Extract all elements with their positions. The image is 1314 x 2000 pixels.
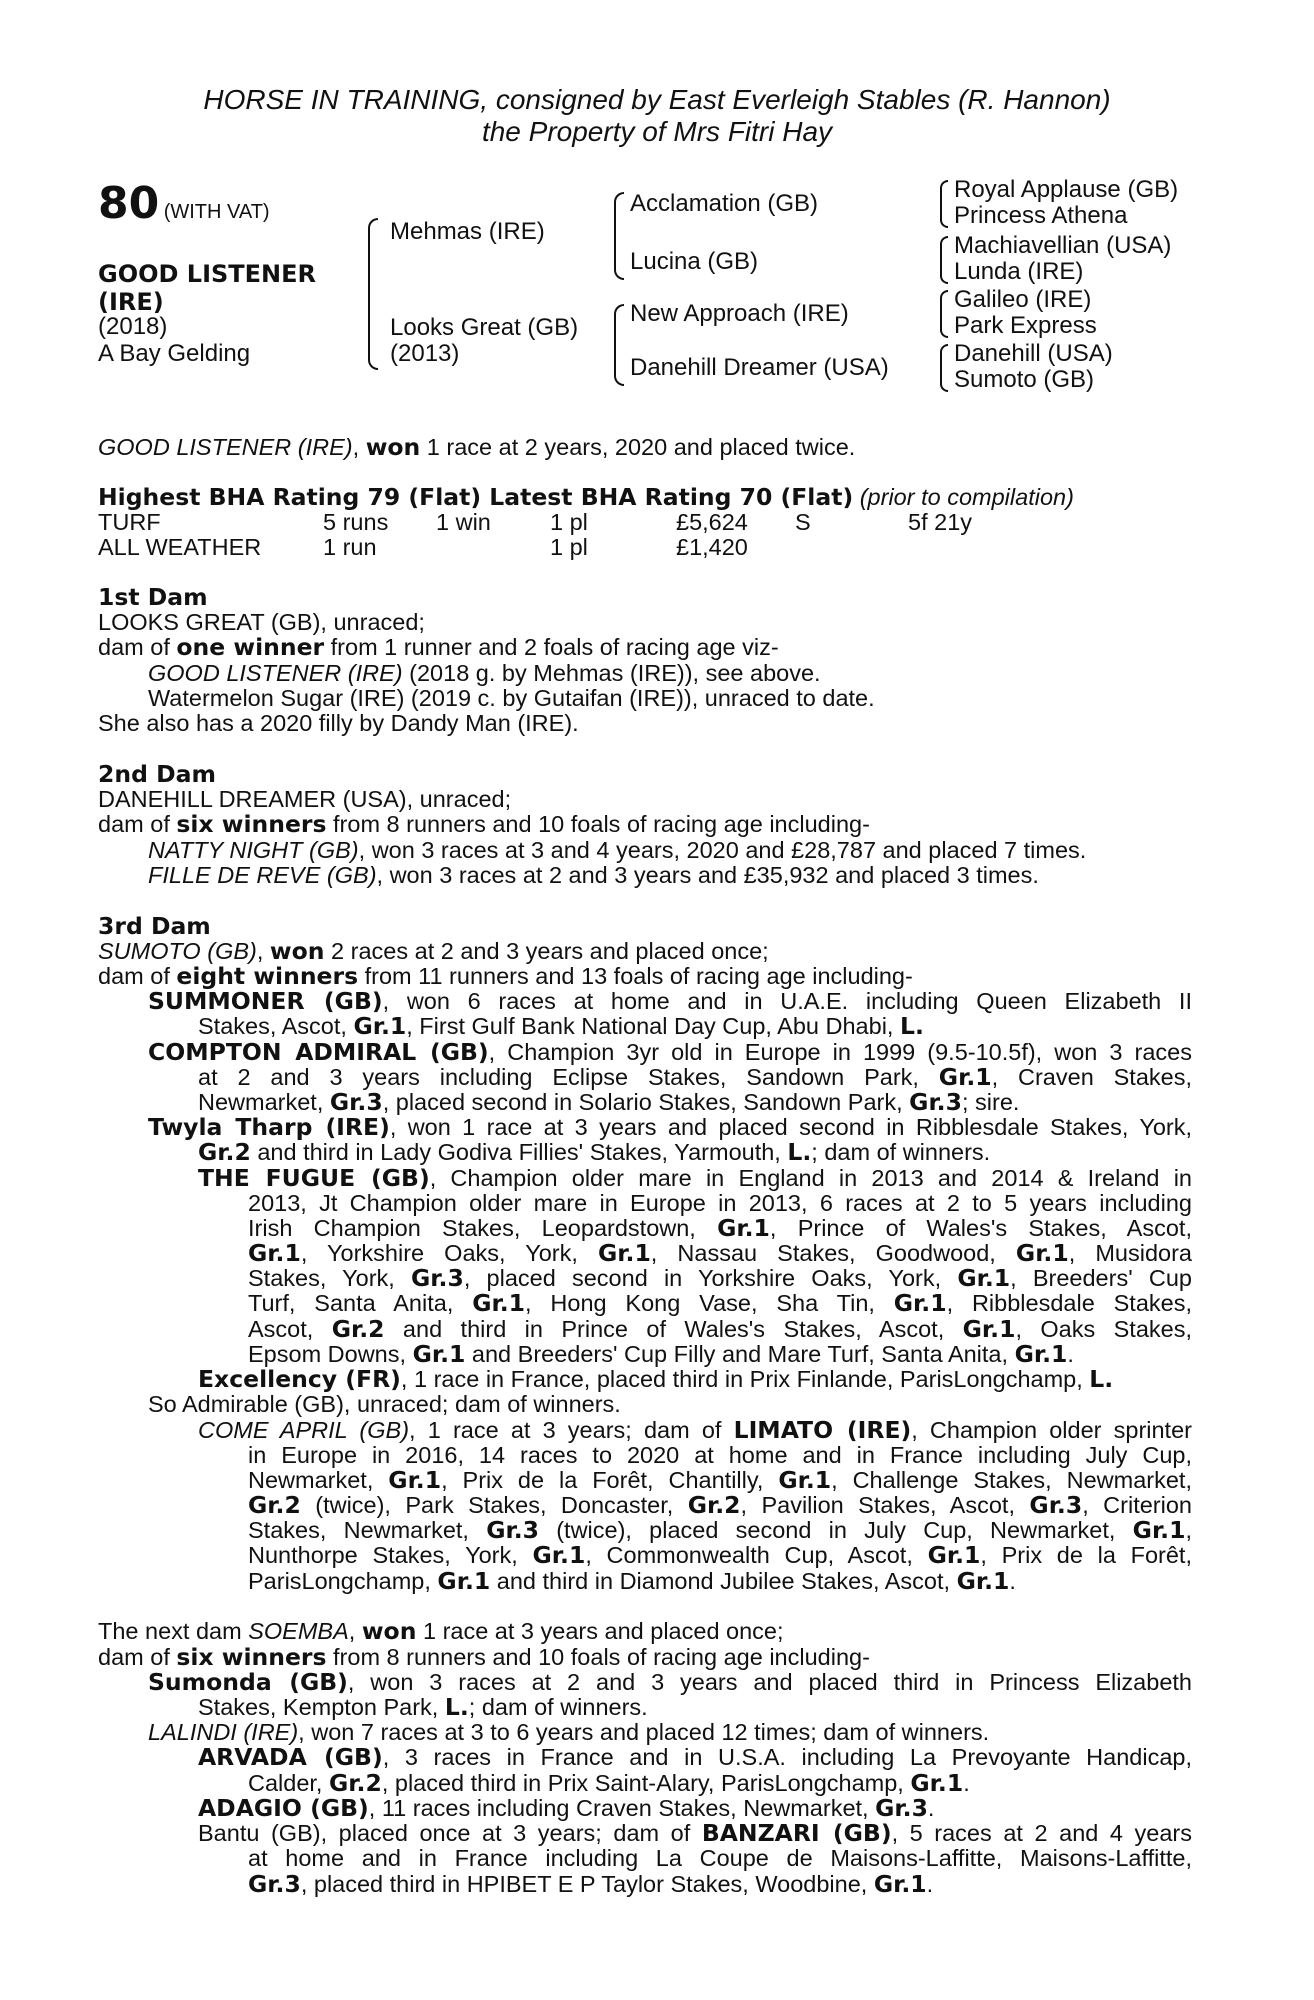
produce-excellency: Excellency (FR), 1 race in France, placed third in Prix Finlande, ParisLongchamp, L. <box>198 1365 1114 1393</box>
next-dam-line: The next dam SOEMBA, won 1 race at 3 years and placed once; <box>98 1617 784 1645</box>
record-wins: 1 win <box>436 509 491 535</box>
produce-sumonda: Sumonda (GB), won 3 races at 2 and 3 years and placed third in Princess Elizabeth <box>148 1668 1192 1696</box>
produce-so-admirable: So Admirable (GB), unraced; dam of winners. <box>148 1391 621 1417</box>
ggp-7: Danehill (USA) <box>954 340 1113 367</box>
next-dam-produce: dam of six winners from 8 runners and 10 foals of racing age including- <box>98 1643 870 1671</box>
race-summary: GOOD LISTENER (IRE), won 1 race at 2 years, 2020 and placed twice. <box>98 433 856 461</box>
dam: Looks Great (GB) <box>390 314 579 341</box>
sire-brace <box>614 192 624 280</box>
produce-limato-cont: Newmarket, Gr.1, Prix de la Forêt, Chantilly, Gr.1, Challenge Stakes, Newmarket, <box>248 1466 1192 1494</box>
sire-dam: Lucina (GB) <box>630 248 759 275</box>
record-best: 5f 21y <box>908 509 973 535</box>
header-consignor: HORSE IN TRAINING, consigned by East Everleigh Stables (R. Hannon) <box>203 84 1111 115</box>
record-earnings: £5,624 <box>676 509 748 535</box>
produce-twyla-tharp: Twyla Tharp (IRE), won 1 race at 3 years and placed second in Ribblesdale Stakes, York, <box>148 1113 1193 1141</box>
ggp-3: Machiavellian (USA) <box>954 232 1172 259</box>
ggp-6: Park Express <box>954 312 1097 339</box>
dam-brace <box>614 304 624 386</box>
produce-limato-cont: ParisLongchamp, Gr.1 and third in Diamond Jubilee Stakes, Ascot, Gr.1. <box>248 1567 1016 1595</box>
produce-limato-cont: in Europe in 2016, 14 races to 2020 at home and in France including July Cup, <box>248 1442 1192 1468</box>
produce-come-april: COME APRIL (GB), 1 race at 3 years; dam of LIMATO (IRE), Champion older sprinter <box>198 1416 1192 1444</box>
first-dam-heading: 1st Dam <box>98 583 208 611</box>
second-dam-produce: dam of six winners from 8 runners and 10 foals of racing age including- <box>98 810 870 838</box>
third-dam-line: SUMOTO (GB), won 2 races at 2 and 3 years and placed once; <box>98 937 769 965</box>
first-dam-line: LOOKS GREAT (GB), unraced; <box>98 609 425 635</box>
produce-arvada: ARVADA (GB), 3 races in France and in U.S.A. including La Prevoyante Handicap, <box>198 1743 1192 1771</box>
first-dam-produce: dam of one winner from 1 runner and 2 foals of racing age viz- <box>98 633 779 661</box>
sire: Mehmas (IRE) <box>390 218 545 245</box>
first-dam-foal: Watermelon Sugar (IRE) (2019 c. by Gutaifan (IRE)), unraced to date. <box>148 685 875 711</box>
produce-fugue-cont: 2013, Jt Champion older mare in Europe in 2013, 6 races at 2 to 5 years including <box>248 1190 1192 1216</box>
dam-dam: Danehill Dreamer (USA) <box>630 354 889 381</box>
bha-ratings: Highest BHA Rating 79 (Flat) Latest BHA Rating 70 (Flat) (prior to compilation) <box>98 483 1074 511</box>
produce-twyla-cont: Gr.2 and third in Lady Godiva Fillies' Stakes, Yarmouth, L.; dam of winners. <box>198 1138 991 1166</box>
ggp-brace-3 <box>940 290 948 338</box>
produce-banzari-cont: at home and in France including La Coupe de Maisons-Laffitte, Maisons-Laffitte, <box>248 1845 1192 1871</box>
ggp-4: Lunda (IRE) <box>954 258 1084 285</box>
produce-fugue-cont: Irish Champion Stakes, Leopardstown, Gr.1, Prince of Wales's Stakes, Ascot, <box>248 1214 1192 1242</box>
header-property: the Property of Mrs Fitri Hay <box>481 116 833 147</box>
produce-summoner-cont: Stakes, Ascot, Gr.1, First Gulf Bank National Day Cup, Abu Dhabi, L. <box>198 1012 924 1040</box>
ggp-5: Galileo (IRE) <box>954 286 1092 313</box>
produce-compton-admiral: COMPTON ADMIRAL (GB), Champion 3yr old in Europe in 1999 (9.5-10.5f), won 3 races <box>148 1038 1192 1066</box>
produce-compton-cont: at 2 and 3 years including Eclipse Stakes, Sandown Park, Gr.1, Craven Stakes, <box>198 1063 1192 1091</box>
produce-limato-cont: Gr.2 (twice), Park Stakes, Doncaster, Gr.2, Pavilion Stakes, Ascot, Gr.3, Criterion <box>248 1491 1192 1519</box>
ggp-brace-1 <box>940 180 948 228</box>
ggp-brace-2 <box>940 236 948 284</box>
record-placed: 1 pl <box>550 509 588 535</box>
produce-fugue-cont: Stakes, York, Gr.3, placed second in Yorkshire Oaks, York, Gr.1, Breeders' Cup <box>248 1264 1192 1292</box>
ggp-8: Sumoto (GB) <box>954 366 1095 393</box>
third-dam-heading: 3rd Dam <box>98 912 211 940</box>
lot-number: 80 <box>98 178 160 229</box>
second-dam-foal: FILLE DE REVE (GB), won 3 races at 2 and 3 years and £35,932 and placed 3 times. <box>148 862 1039 888</box>
second-dam-heading: 2nd Dam <box>98 760 216 788</box>
lot-number-line <box>98 178 270 229</box>
pedigree-brace <box>368 218 378 370</box>
record-placed: 1 pl <box>550 534 588 560</box>
ggp-1: Royal Applause (GB) <box>954 176 1179 203</box>
race-record-table <box>98 510 1198 562</box>
horse-name: GOOD LISTENER <box>98 260 317 288</box>
record-going: S <box>795 509 811 535</box>
record-surface: ALL WEATHER <box>98 534 262 560</box>
third-dam-produce: dam of eight winners from 11 runners and 13 foals of racing age including- <box>98 962 913 990</box>
second-dam-foal: NATTY NIGHT (GB), won 3 races at 3 and 4 years, 2020 and £28,787 and placed 7 times. <box>148 837 1087 863</box>
foaling-year: (2018) <box>98 313 168 340</box>
produce-fugue-cont: Epsom Downs, Gr.1 and Breeders' Cup Filly and Mare Turf, Santa Anita, Gr.1. <box>248 1340 1074 1368</box>
first-dam-note: She also has a 2020 filly by Dandy Man (IRE). <box>98 710 579 736</box>
vat-note: (WITH VAT) <box>163 201 270 223</box>
record-runs: 1 run <box>323 534 377 560</box>
produce-arvada-cont: Calder, Gr.2, placed third in Prix Saint-Alary, ParisLongchamp, Gr.1. <box>248 1769 970 1797</box>
produce-limato-cont: Stakes, Newmarket, Gr.3 (twice), placed second in July Cup, Newmarket, Gr.1, <box>248 1516 1192 1544</box>
produce-bantu: Bantu (GB), placed once at 3 years; dam of BANZARI (GB), 5 races at 2 and 4 years <box>198 1819 1192 1847</box>
record-surface: TURF <box>98 509 161 535</box>
ggp-brace-4 <box>940 344 948 392</box>
second-dam-line: DANEHILL DREAMER (USA), unraced; <box>98 786 512 812</box>
horse-name-suffix: (IRE) <box>98 288 164 316</box>
produce-fugue-cont: Turf, Santa Anita, Gr.1, Hong Kong Vase, Sha Tin, Gr.1, Ribblesdale Stakes, <box>248 1289 1192 1317</box>
produce-lalindi: LALINDI (IRE), won 7 races at 3 to 6 years and placed 12 times; dam of winners. <box>148 1719 990 1745</box>
record-earnings: £1,420 <box>676 534 748 560</box>
horse-description: A Bay Gelding <box>98 340 251 367</box>
record-runs: 5 runs <box>323 509 389 535</box>
produce-fugue-cont: Ascot, Gr.2 and third in Prince of Wales's Stakes, Ascot, Gr.1, Oaks Stakes, <box>248 1315 1192 1343</box>
dam-sire: New Approach (IRE) <box>630 300 849 327</box>
produce-compton-cont: Newmarket, Gr.3, placed second in Solario Stakes, Sandown Park, Gr.3; sire. <box>198 1088 1020 1116</box>
produce-sumonda-cont: Stakes, Kempton Park, L.; dam of winners. <box>198 1693 648 1721</box>
produce-fugue-cont: Gr.1, Yorkshire Oaks, York, Gr.1, Nassau Stakes, Goodwood, Gr.1, Musidora <box>248 1239 1192 1267</box>
produce-adagio: ADAGIO (GB), 11 races including Craven Stakes, Newmarket, Gr.3. <box>198 1794 935 1822</box>
dam-year: (2013) <box>390 340 460 367</box>
produce-banzari-cont: Gr.3, placed third in HPIBET E P Taylor Stakes, Woodbine, Gr.1. <box>248 1870 934 1898</box>
produce-limato-cont: Nunthorpe Stakes, York, Gr.1, Commonwealth Cup, Ascot, Gr.1, Prix de la Forêt, <box>248 1541 1192 1569</box>
produce-the-fugue: THE FUGUE (GB), Champion older mare in England in 2013 and 2014 & Ireland in <box>198 1164 1192 1192</box>
ggp-2: Princess Athena <box>954 202 1128 229</box>
first-dam-foal: GOOD LISTENER (IRE) (2018 g. by Mehmas (IRE)), see above. <box>148 660 821 686</box>
sire-sire: Acclamation (GB) <box>630 190 819 217</box>
produce-summoner: SUMMONER (GB), won 6 races at home and in U.A.E. including Queen Elizabeth II <box>148 987 1192 1015</box>
